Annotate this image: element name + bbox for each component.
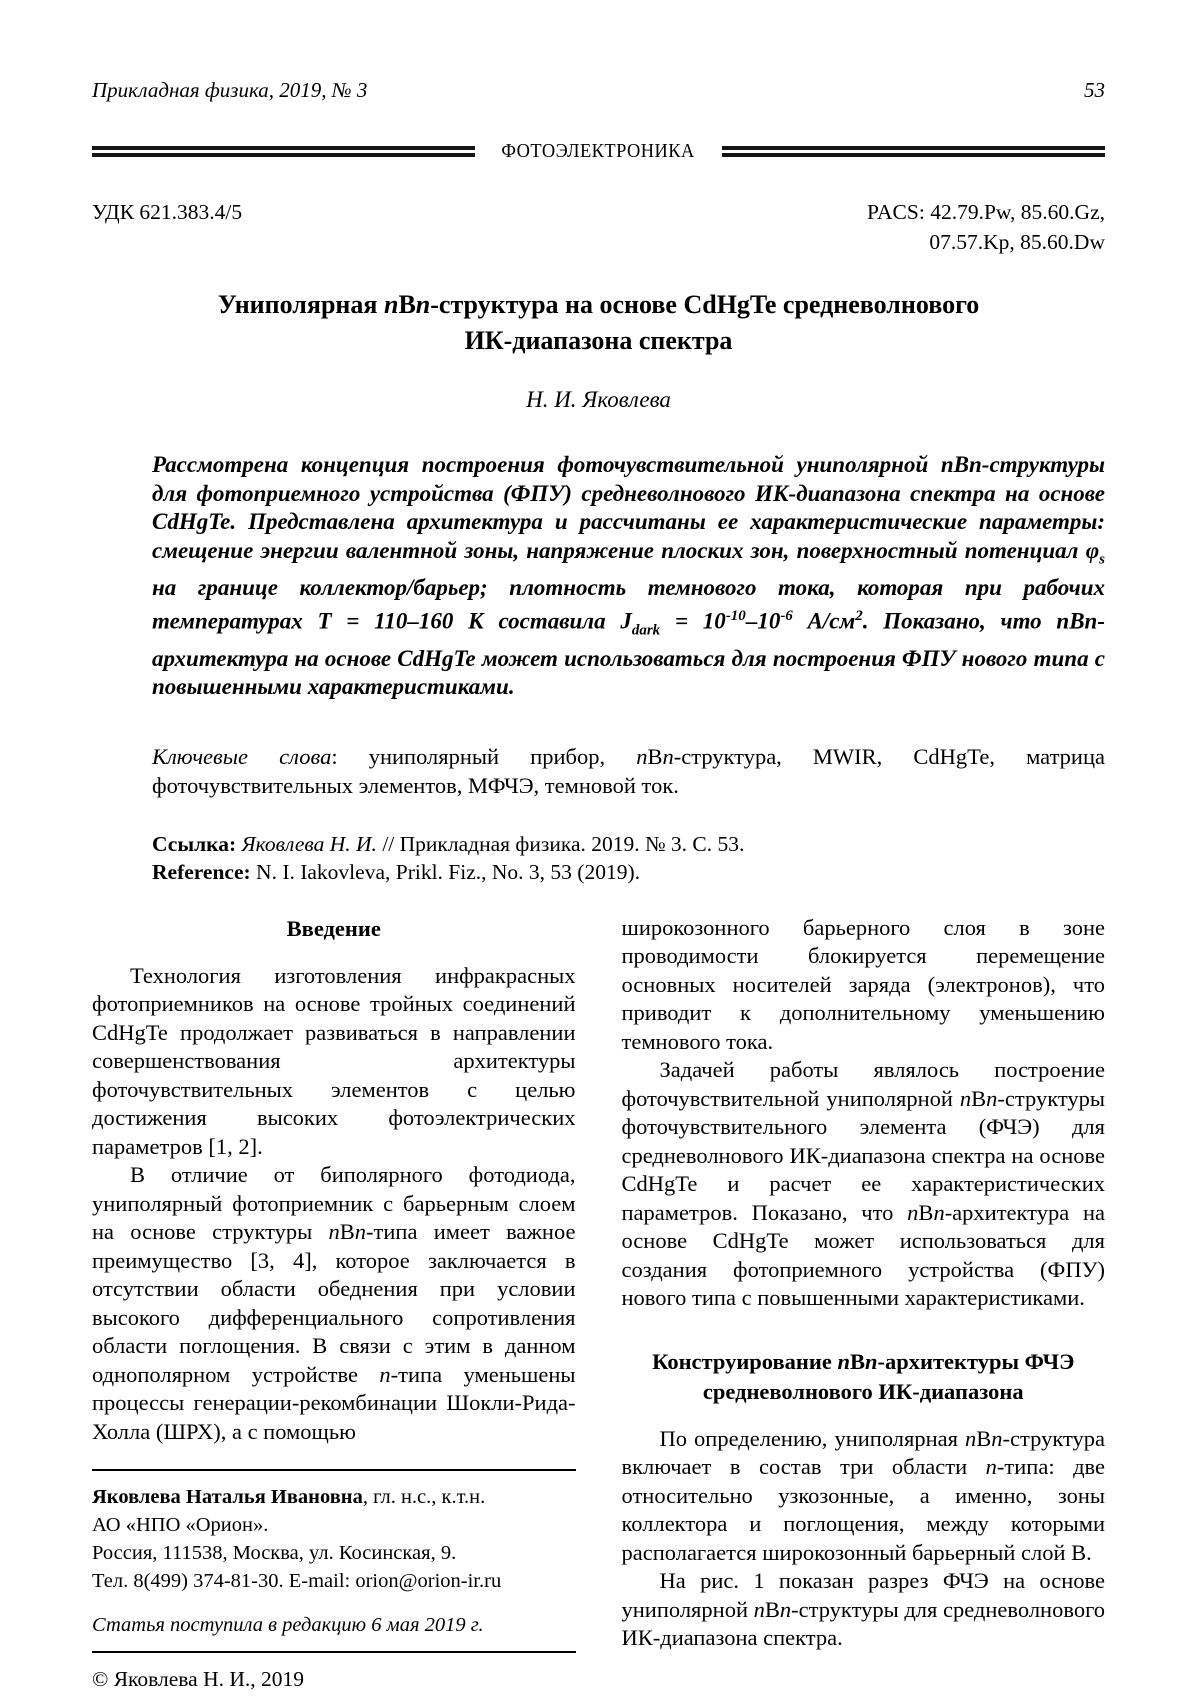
rubric-rule-right [722,146,1105,157]
column-left [92,914,576,1694]
pacs-line-1: PACS: 42.79.Pw, 85.60.Gz, [867,200,1105,224]
pacs-line-2: 07.57.Kp, 85.60.Dw [929,230,1105,254]
article-abstract: Рассмотрена концепция построения фоточувствительной униполярной nBn-структуры для фотоприемного устройства (ФПУ) средневолнового ИК-диапазона спектра на основе CdHgTe. Представлена архитектура и рассчитаны ее характеристические параметры: смещение энергии валентной зоны, напряжение плоских зон, поверхностный потенциал $\varphi_s$ на границе коллектор/барьер; плотность темнового тока, которая при рабочих температурах T = 110–160 К составила $J_{dark} = 10^{-10}-10^{-6}$ $А/см^2$. Показано, что nBn-архитектура на основе CdHgTe может использоваться для построения ФПУ нового типа с повышенными характеристиками. [152,452,1105,700]
section-heading-introduction: Введение [286,915,381,941]
page-number: 53 [1084,78,1105,102]
article-title: Униполярная nBn-структура на основе CdHgTe средневолнового ИК-диапазона спектра [217,290,980,355]
paragraph: Задачей работы являлось построение фоточувствительной униполярной nBn-структуры фоточувствительного элемента (ФЧЭ) для средневолнового ИК-диапазона спектра на основе CdHgTe и расчет ее характеристических параметров. Показано, что nBn-архитектура на основе CdHgTe может использоваться для создания фотоприемного устройства (ФПУ) нового типа с повышенными характеристиками. [621,1057,1105,1311]
paragraph: широкозонного барьерного слоя в зоне проводимости блокируется перемещение основных носителей заряда (электронов), что приводит к дополнительному уменьшению темнового тока. [621,914,1105,1054]
citation-ru: Ссылка: Яковлева Н. И. // Прикладная физика. 2019. № 3. С. 53. [152,831,745,856]
running-head [92,78,1105,102]
section-heading-design: Конструирование nBn-архитектуры ФЧЭ средневолнового ИК-диапазона [652,1348,1075,1404]
citation-block [152,830,1105,886]
footnote-author: Яковлева Наталья Ивановна, гл. н.с., к.т.н. [92,1486,486,1509]
rubric-rule-left [92,146,475,157]
udc-pacs-row [92,197,1105,257]
copyright-line: © Яковлева Н. И., 2019 [92,1667,305,1692]
footnote-contacts: Тел. 8(499) 374-81-30. E-mail: orion@orion-ir.ru [92,1570,502,1593]
citation-en: Reference: N. I. Iakovleva, Prikl. Fiz., No. 3, 53 (2019). [152,859,641,884]
footnote-block [92,1469,576,1693]
footnote-address: Россия, 111538, Москва, ул. Косинская, 9. [92,1542,457,1565]
footnote-affiliation: АО «НПО «Орион». [92,1514,269,1537]
paragraph: На рис. 1 показан разрез ФЧЭ на основе униполярной nBn-структуры для средневолнового ИК-диапазона спектра. [621,1568,1105,1651]
two-column-body [92,914,1105,1694]
paragraph: В отличие от биполярного фотодиода, униполярный фотоприемник с барьерным слоем на основе структуры nBn-типа имеет важное преимущество [3, 4], которое заключается в отсутствии области обеднения при условии высокого дифференциального сопротивления области поглощения. В связи с этим в данном однополярном устройстве n-типа уменьшены процессы генерации-рекомбинации Шокли-Рида-Холла (ШРХ), а с помощью [92,1162,576,1444]
article-keywords: Ключевые слова: униполярный прибор, nBn-структура, MWIR, CdHgTe, матрица фоточувствительных элементов, МФЧЭ, темновой ток. [152,743,1105,798]
article-author: Н. И. Яковлева [526,387,671,412]
footnote-received: Статья поступила в редакцию 6 мая 2019 г. [92,1614,484,1637]
udc-code: УДК 621.383.4/5 [92,200,243,224]
pacs-codes [867,197,1105,257]
column-right [622,914,1106,1694]
paragraph: Технология изготовления инфракрасных фотоприемников на основе тройных соединений CdHgTe продолжает развиваться в направлении совершенствования архитектуры фоточувствительных элементов с целью достижения высоких фотоэлектрических параметров [1, 2]. [92,962,576,1159]
rubric-row [92,140,1105,163]
rubric-title: ФОТОЭЛЕКТРОНИКА [501,140,696,162]
journal-title: Прикладная физика, 2019, № 3 [92,78,368,102]
paragraph: По определению, униполярная nBn-структура включает в состав три области n-типа: две относительно узкозонные, а именно, зоны коллектора и поглощения, между которыми располагается широкозонный барьерный слой В. [621,1425,1106,1565]
